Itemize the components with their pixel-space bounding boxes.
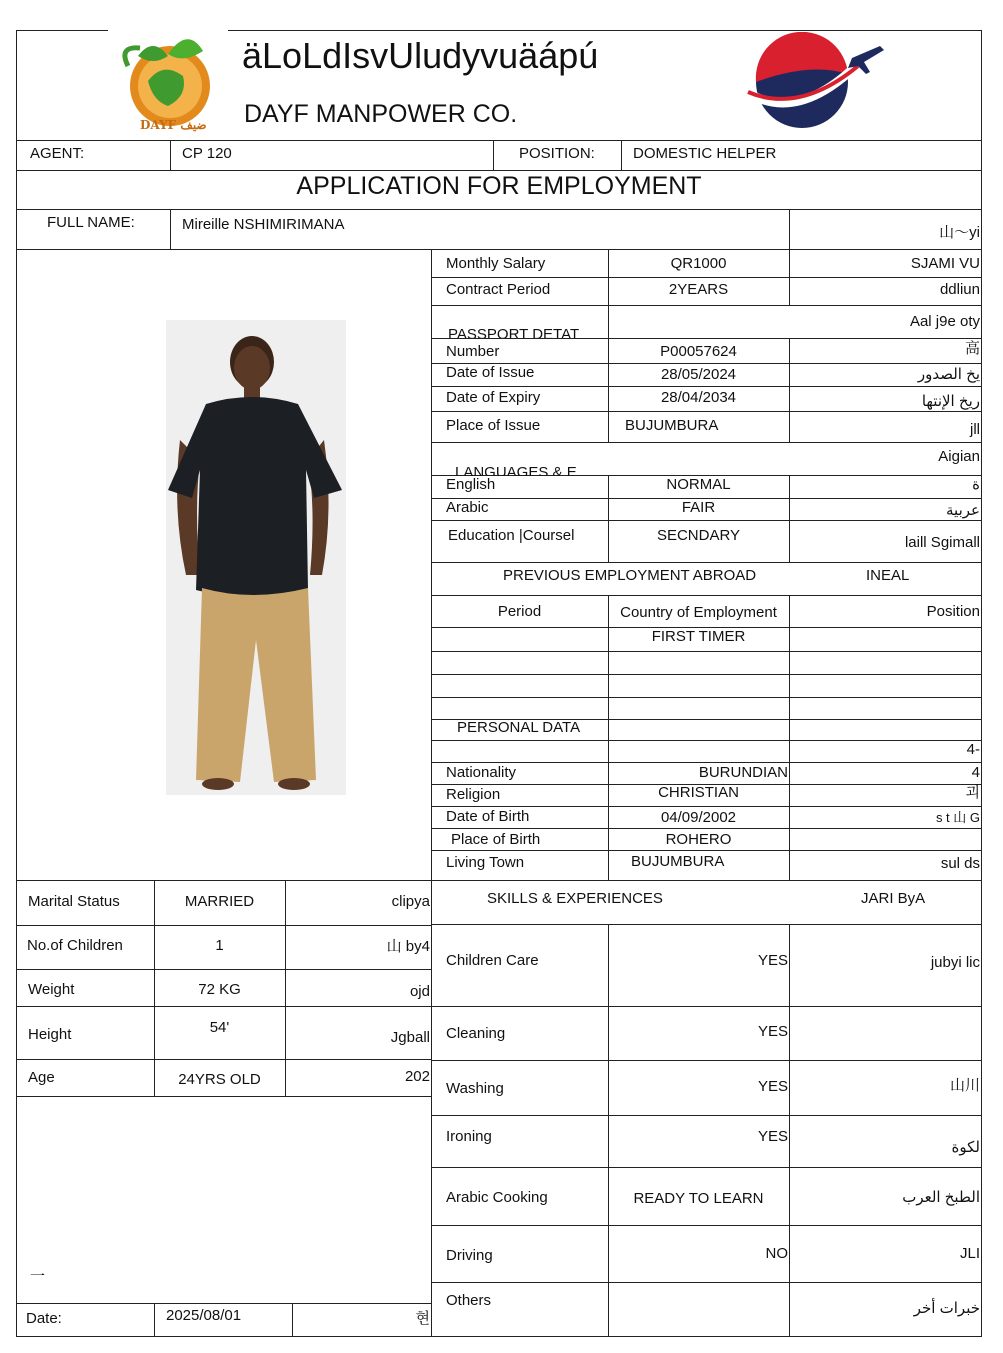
cleaning-label: Cleaning — [446, 1025, 506, 1042]
contract-ar: ddliun — [939, 281, 980, 298]
washing-ar: 山川 — [949, 1077, 980, 1094]
children-label: No.of Children — [27, 937, 123, 954]
issue-place-label: Place of Issue — [446, 417, 541, 434]
washing-value: YES — [757, 1078, 788, 1095]
marital-ar: clipya — [391, 893, 430, 910]
passport-number-label: Number — [446, 343, 500, 360]
contract-value: 2YEARS — [668, 281, 729, 298]
education-value: SECNDARY — [656, 527, 741, 544]
ironing-value: YES — [757, 1128, 788, 1145]
languages-heading-ar: Aigian — [938, 448, 980, 465]
passport-heading-ar: Aal j9e oty — [909, 313, 980, 330]
cooking-label: Arabic Cooking — [446, 1189, 548, 1206]
town-label: Living Town — [446, 854, 525, 871]
form-title: APPLICATION FOR EMPLOYMENT — [296, 172, 702, 200]
driving-label: Driving — [446, 1247, 493, 1264]
salary-value: QR1000 — [670, 255, 727, 272]
pob-label: Place of Birth — [451, 831, 541, 848]
position-header: Position — [926, 603, 980, 620]
weight-ar: ojd — [409, 983, 430, 1000]
nationality-value: BURUNDIAN — [698, 764, 788, 781]
town-value: BUJUMBURA — [631, 853, 725, 870]
issue-place-ar: jll — [970, 421, 980, 438]
date-ar: 현 — [415, 1310, 430, 1327]
cooking-value: READY TO LEARN — [633, 1190, 764, 1207]
children-care-ar: jubyi lic — [930, 954, 980, 971]
education-ar: laill Sgimall — [904, 534, 980, 551]
height-label: Height — [28, 1026, 72, 1043]
skills-heading: SKILLS & EXPERIENCES — [487, 890, 663, 907]
driving-ar: JLI — [959, 1245, 980, 1262]
company-name: DAYF MANPOWER CO. — [244, 100, 518, 128]
applicant-photo — [166, 320, 346, 795]
english-value: NORMAL — [666, 476, 731, 493]
age-ar: 202 — [404, 1068, 430, 1085]
personal-blank-ar: 4- — [966, 741, 980, 758]
ironing-label: Ironing — [446, 1128, 492, 1145]
marital-value: MARRIED — [184, 893, 255, 910]
expiry-date-value: 28/04/2034 — [660, 389, 737, 406]
period-header: Period — [497, 603, 542, 620]
languages-heading: LANGUAGES & E — [455, 464, 577, 476]
brand-title: äLoLdIsvUludyvuäápú — [242, 35, 599, 76]
issue-date-value: 28/05/2024 — [660, 366, 737, 383]
weight-label: Weight — [28, 981, 75, 998]
education-label: Education |Coursel — [448, 527, 575, 544]
expiry-date-label: Date of Expiry — [446, 389, 541, 406]
issue-date-label: Date of Issue — [446, 364, 535, 381]
cleaning-value: YES — [757, 1023, 788, 1040]
dob-label: Date of Birth — [446, 808, 530, 825]
expiry-date-ar: ريخ الإنتها — [921, 393, 980, 410]
logo-text: DAYF ضيف — [140, 118, 207, 132]
religion-label: Religion — [446, 786, 501, 803]
children-ar: 山 by4 — [386, 938, 430, 955]
full-name-label: FULL NAME: — [47, 214, 135, 231]
passport-heading: PASSPORT DETAT — [448, 326, 580, 338]
age-label: Age — [28, 1069, 55, 1086]
religion-ar: 괴 — [965, 784, 980, 801]
washing-label: Washing — [446, 1080, 504, 1097]
english-ar: ة — [972, 476, 980, 493]
agent-label: AGENT: — [30, 145, 85, 162]
nationality-ar: 4 — [971, 764, 980, 781]
driving-value: NO — [765, 1245, 788, 1262]
height-ar: Jgball — [390, 1029, 430, 1046]
dob-value: 04/09/2002 — [660, 809, 737, 826]
company-logo — [108, 26, 228, 138]
passport-number-ar: 高 — [964, 340, 980, 357]
first-timer: FIRST TIMER — [651, 628, 746, 645]
nationality-label: Nationality — [446, 764, 517, 781]
children-value: 1 — [215, 937, 224, 954]
height-value: 54' — [209, 1019, 230, 1036]
age-value: 24YRS OLD — [178, 1071, 261, 1088]
agent-value: CP 120 — [182, 145, 232, 162]
contract-label: Contract Period — [446, 281, 551, 298]
salary-ar: SJAMI VU — [910, 255, 980, 272]
ironing-ar: لكوة — [951, 1139, 980, 1156]
full-name-value: Mireille NSHIMIRIMANA — [182, 216, 345, 233]
arabic-ar: عربية — [946, 502, 980, 519]
date-value: 2025/08/01 — [166, 1307, 242, 1324]
previous-heading-ar: INEAL — [866, 567, 910, 584]
previous-heading: PREVIOUS EMPLOYMENT ABROAD — [503, 567, 757, 584]
issue-date-ar: يخ الصدور — [917, 366, 980, 383]
airplane-logo — [740, 32, 890, 132]
personal-heading: PERSONAL DATA — [457, 719, 581, 736]
others-ar: خبرات أخر — [913, 1300, 980, 1317]
country-header: Country of Employment — [620, 604, 777, 621]
arabic-label: Arabic — [446, 499, 489, 516]
religion-value: CHRISTIAN — [658, 784, 739, 801]
dob-ar: s t 山 G — [935, 810, 980, 825]
issue-place-value: BUJUMBURA — [625, 417, 719, 434]
english-label: English — [446, 476, 496, 493]
dash-mark: 一 — [30, 1268, 46, 1285]
skills-heading-ar: JARI ByA — [861, 890, 926, 907]
children-care-label: Children Care — [446, 952, 539, 969]
pob-value: ROHERO — [665, 831, 732, 848]
position-label: POSITION: — [519, 145, 595, 162]
full-name-ar: 山〜yi — [939, 224, 980, 241]
salary-label: Monthly Salary — [446, 255, 546, 272]
town-ar: sul ds — [940, 855, 980, 872]
passport-number-value: P00057624 — [660, 343, 737, 360]
arabic-value: FAIR — [681, 499, 716, 516]
children-care-value: YES — [757, 952, 788, 969]
date-label: Date: — [26, 1310, 62, 1327]
marital-label: Marital Status — [28, 893, 120, 910]
others-label: Others — [446, 1292, 492, 1309]
cooking-ar: الطبخ العرب — [902, 1189, 980, 1206]
position-value: DOMESTIC HELPER — [633, 145, 777, 162]
weight-value: 72 KG — [198, 981, 241, 998]
